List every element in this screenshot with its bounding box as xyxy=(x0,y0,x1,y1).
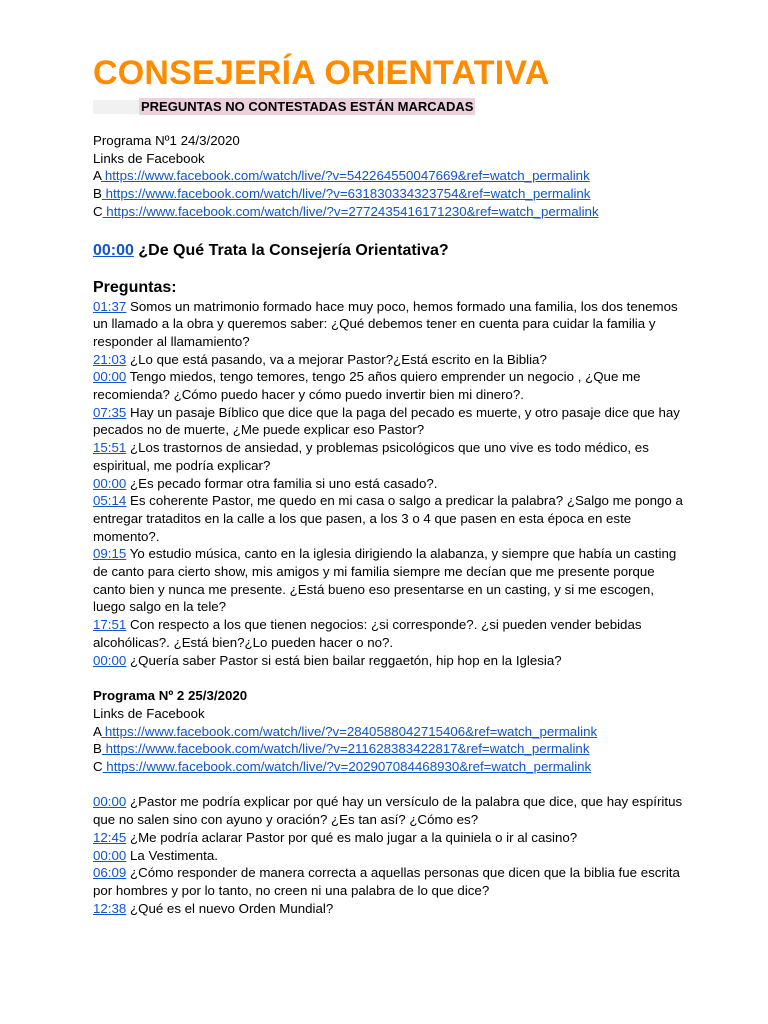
subtitle-highlight: PREGUNTAS NO CONTESTADAS ESTÁN MARCADAS xyxy=(141,99,474,114)
link-prefix: C xyxy=(93,759,103,775)
program2-links-label: Links de Facebook xyxy=(93,705,205,721)
question-text: Yo estudio música, canto en la iglesia dirigiendo la alabanza, y siempre que había un casting de canto para cierto show, mis amigos y mi familia siempre me decían que me presente porque canto bien y nunca me presente. ¿Está bueno eso presentarse en un casting, y si me escogen, luego salgo en la tele? xyxy=(93,546,677,615)
subtitle-row xyxy=(93,98,683,116)
timestamp-link[interactable]: 15:51 xyxy=(93,440,127,456)
questions-label: Preguntas: xyxy=(93,278,177,296)
question-text: ¿Los trastornos de ansiedad, y problemas psicológicos que uno vive es todo médico, es espiritual, me podría explicar? xyxy=(93,440,649,473)
question-item xyxy=(93,439,683,474)
question-item xyxy=(93,492,683,545)
question-item xyxy=(93,475,683,493)
question-item xyxy=(93,616,683,651)
question-text: Tengo miedos, tengo temores, tengo 25 años quiero emprender un negocio , ¿Que me recomienda? ¿Cómo puedo hacer y cómo puedo invertir bien mi dinero?. xyxy=(93,369,641,403)
timestamp-link[interactable]: 00:00 xyxy=(93,475,127,491)
question-text: ¿Pastor me podría explicar por qué hay un versículo de la palabra que dice, que hay espíritus que no salen sino con ayuno y oración? ¿Es tan así? ¿Cómo es? xyxy=(93,794,683,828)
facebook-link[interactable]: https://www.facebook.com/watch/live/?v=2772435416171230&ref=watch_permalink xyxy=(102,203,599,219)
question-item xyxy=(93,652,683,670)
spacer xyxy=(93,776,683,794)
question-text: Hay un pasaje Bíblico que dice que la paga del pecado es muerte, y otro pasaje dice que hay pecados no de muerte, ¿Me puede explicar eso Pastor? xyxy=(93,404,680,438)
program2-link-c xyxy=(93,758,683,776)
timestamp-link[interactable]: 12:38 xyxy=(93,900,127,916)
question-item xyxy=(93,864,683,899)
link-prefix: A xyxy=(93,723,102,739)
question-item xyxy=(93,793,683,828)
gray-highlight xyxy=(93,100,139,114)
facebook-link[interactable]: https://www.facebook.com/watch/live/?v=542264550047669&ref=watch_permalink xyxy=(101,168,590,184)
timestamp-link[interactable]: 06:09 xyxy=(93,865,127,881)
document-page xyxy=(93,52,683,917)
question-text: ¿Lo que está pasando, va a mejorar Pastor?¿Está escrito en la Biblia? xyxy=(126,351,547,367)
section-title: ¿De Qué Trata la Consejería Orientativa? xyxy=(133,241,449,259)
question-text: ¿Cómo responder de manera correcta a aquellas personas que dicen que la biblia fue escrita por hombres y por lo tanto, no creen ni una palabra de lo que dice? xyxy=(93,865,680,898)
question-item xyxy=(93,829,683,847)
timestamp-link[interactable]: 00:00 xyxy=(93,794,127,810)
document-title: CONSEJERÍA ORIENTATIVA xyxy=(93,54,550,92)
timestamp-link[interactable]: 00:00 xyxy=(93,241,134,259)
timestamp-link[interactable]: 17:51 xyxy=(93,617,127,633)
question-item xyxy=(93,847,683,865)
facebook-link[interactable]: https://www.facebook.com/watch/live/?v=2840588042715406&ref=watch_permalink xyxy=(101,723,598,739)
program1-link-a xyxy=(93,167,683,185)
program1-links-label: Links de Facebook xyxy=(93,150,205,166)
question-item xyxy=(93,900,683,918)
question-item xyxy=(93,368,683,403)
facebook-link[interactable]: https://www.facebook.com/watch/live/?v=211628383422817&ref=watch_permalink xyxy=(101,741,590,757)
question-text: Somos un matrimonio formado hace muy poco, hemos formado una familia, los dos tenemos un llamado a la obra y queremos saber: ¿Qué debemos tener en cuenta para cuidar la familia y responder al llamamiento? xyxy=(93,298,678,349)
link-prefix: A xyxy=(93,168,102,184)
question-text: ¿Qué es el nuevo Orden Mundial? xyxy=(126,900,334,916)
program1-heading: Programa Nº1 24/3/2020 xyxy=(93,133,240,148)
question-text: Es coherente Pastor, me quedo en mi casa o salgo a predicar la palabra? ¿Salgo me pongo a entregar trataditos en la calle a los que pasen, a los 3 o 4 que pasen en esta época en este momento?. xyxy=(93,493,683,544)
timestamp-link[interactable]: 12:45 xyxy=(93,829,127,845)
program1-link-b xyxy=(93,185,683,203)
question-text: ¿Es pecado formar otra familia si uno está casado?. xyxy=(126,475,438,491)
question-item xyxy=(93,351,683,369)
timestamp-link[interactable]: 05:14 xyxy=(93,493,127,509)
question-text: La Vestimenta. xyxy=(126,847,218,863)
facebook-link[interactable]: https://www.facebook.com/watch/live/?v=631830334323754&ref=watch_permalink xyxy=(101,186,591,202)
program1-block xyxy=(93,132,683,221)
link-prefix: B xyxy=(93,741,102,757)
question-list xyxy=(93,298,683,670)
timestamp-link[interactable]: 00:00 xyxy=(93,652,127,668)
program2-block xyxy=(93,705,683,917)
program2-link-a xyxy=(93,723,683,741)
section-heading xyxy=(93,241,683,261)
program2-heading: Programa Nº 2 25/3/2020 xyxy=(93,688,248,704)
question-item xyxy=(93,298,683,351)
question-item xyxy=(93,404,683,439)
timestamp-link[interactable]: 07:35 xyxy=(93,404,127,420)
timestamp-link[interactable]: 21:03 xyxy=(93,351,127,367)
timestamp-link[interactable]: 01:37 xyxy=(93,298,127,314)
question-text: Con respecto a los que tienen negocios: ¿si corresponde?. ¿si pueden vender bebidas alcohólicas?. ¿Está bien?¿Lo pueden hacer o no?. xyxy=(93,617,642,650)
timestamp-link[interactable]: 00:00 xyxy=(93,369,127,385)
facebook-link[interactable]: https://www.facebook.com/watch/live/?v=202907084468930&ref=watch_permalink xyxy=(102,759,592,775)
link-prefix: B xyxy=(93,186,102,202)
timestamp-link[interactable]: 09:15 xyxy=(93,546,127,562)
link-prefix: C xyxy=(93,203,103,219)
timestamp-link[interactable]: 00:00 xyxy=(93,847,127,863)
question-text: ¿Quería saber Pastor si está bien bailar reggaetón, hip hop en la Iglesia? xyxy=(126,652,562,668)
question-text: ¿Me podría aclarar Pastor por qué es malo jugar a la quiniela o ir al casino? xyxy=(126,829,578,845)
question-item xyxy=(93,545,683,616)
program1-link-c xyxy=(93,203,683,221)
program2-link-b xyxy=(93,740,683,758)
